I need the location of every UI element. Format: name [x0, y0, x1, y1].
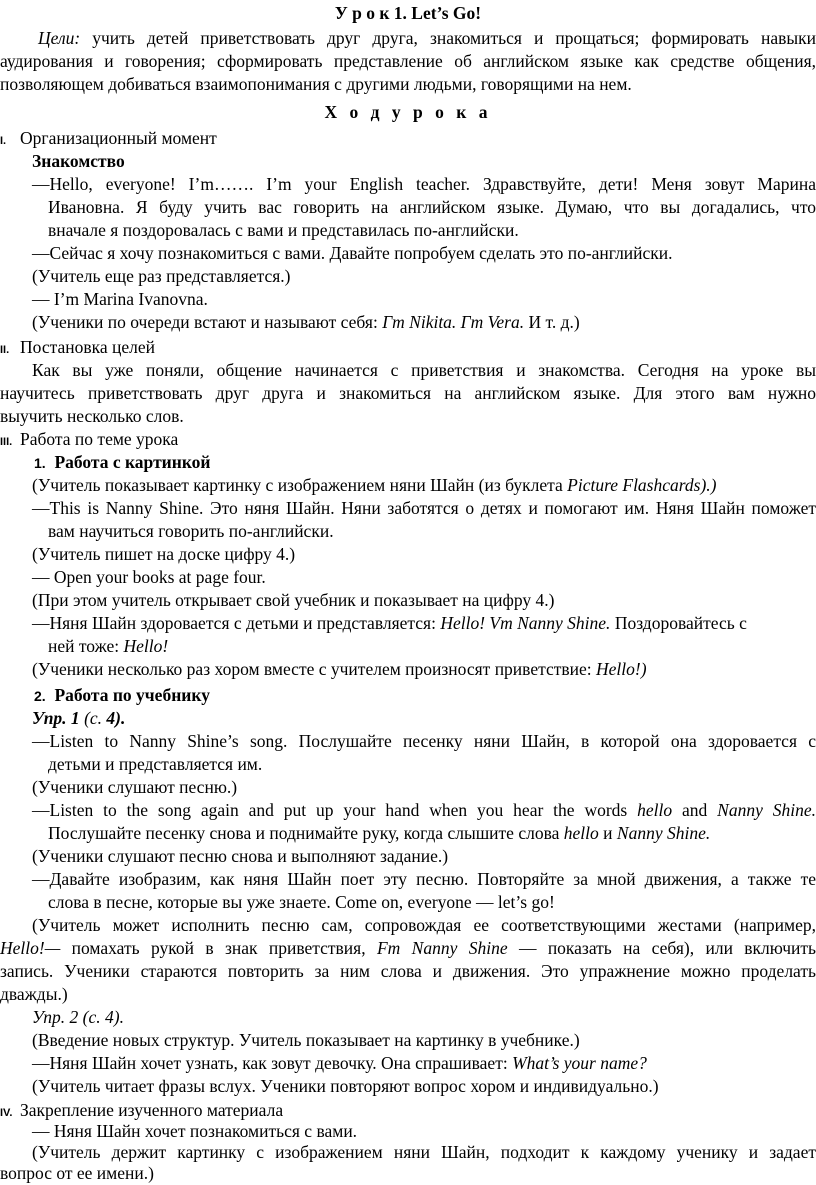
lesson-heading: Х о д у р о к а [324, 102, 492, 122]
exercise-2-label: Упр. 2 (с. 4). [32, 1007, 124, 1027]
goals-line-1: Цели: учить детей приветствовать друг друга, знакомиться и прощаться; формировать навыки [38, 28, 816, 48]
s3-b6b: Hello!— помахать рукой в знак приветствия, Fm Nanny Shine — показать на себя), или включить [0, 938, 816, 958]
title-name: Let’s Go! [411, 3, 482, 23]
s3-a2b: вам научиться говорить по-английски. [48, 521, 334, 541]
goals-label: Цели: [38, 28, 81, 48]
s1-para-1c: вначале я поздоровалась с вами и представилась по-английски. [48, 220, 519, 240]
s3-b1b: детьми и представляется им. [48, 754, 263, 774]
s2-para-1c: выучить несколько слов. [0, 406, 184, 426]
section-1-subheading: Знакомство [32, 151, 125, 171]
s3-b1a: —Listen to Nanny Shine’s song. Послушайте песенку няни Шайн, в которой она здоровается с [32, 731, 816, 751]
s3-a3: (Учитель пишет на доске цифру 4.) [32, 544, 296, 564]
exercise-1-label: Упр. 1 (с. 4). [32, 708, 126, 728]
s3-c3: (Учитель читает фразы вслух. Ученики повторяют вопрос хором и индивидуально.) [32, 1076, 659, 1096]
goals-line-2: аудирования и говорения; сформировать представление об английском языке как средстве общения, [0, 51, 816, 71]
lesson-title [0, 2, 816, 25]
s2-para-1b: научитесь приветствовать друг друга и знакомиться на английском языке. Для этого вам нужно [0, 383, 816, 403]
s3-b2: (Ученики слушают песню.) [32, 777, 238, 797]
s3-b3-cont: Послушайте песенку снова и поднимайте руку, когда слышите слова hello и Nanny Shine. [48, 823, 711, 843]
s2-para-1a: Как вы уже поняли, общение начинается с приветствия и знакомства. Сегодня на уроке вы [32, 360, 816, 380]
s3-a1: (Учитель показывает картинку с изображением няни Шайн (из буклета Picture Flashcards).) [32, 475, 717, 495]
goals-line-3: позволяющем добиваться взаимопонимания с другими людьми, говорящими на нем. [0, 74, 632, 94]
section-4-heading: IV. Закрепление изученного материала [0, 1100, 284, 1120]
s3-b6d: дважды.) [0, 984, 68, 1004]
section-1-heading: I. Организационный момент [0, 128, 217, 148]
s3-b3: —Listen to the song again and put up your hand when you hear the words hello and Nanny Shine. [32, 800, 816, 820]
s3-a5: (При этом учитель открывает свой учебник и показывает на цифру 4.) [32, 590, 555, 610]
s4-d2b: вопрос от ее имени.) [0, 1163, 154, 1183]
s4-d2a: (Учитель держит картинку с изображением няни Шайн, подходит к каждому ученику и задает [32, 1142, 816, 1162]
subsection-1-heading: 1. Работа с картинкой [34, 452, 211, 472]
s1-para-2: —Сейчас я хочу познакомиться с вами. Давайте попробуем сделать это по-английски. [32, 243, 673, 263]
s3-a6: —Няня Шайн здоровается с детьми и представляется: Hello! Vm Nanny Shine. Поздоровайтесь с [32, 613, 747, 633]
s3-c1: (Введение новых структур. Учитель показывает на картинку в учебнике.) [32, 1030, 580, 1050]
s3-b6c: запись. Ученики стараются повторить за ним слова и движения. Это упражнение можно проделать [0, 961, 816, 981]
s3-b6a: (Учитель может исполнить песню сам, сопровождая ее соответствующими жестами (например, [32, 915, 816, 935]
s3-b5b: слова в песне, которые вы уже знаете. Come on, everyone — let’s go! [48, 892, 555, 912]
s1-para-1b: Ивановна. Я буду учить вас говорить на английском языке. Думаю, что вы догадались, что [48, 197, 816, 217]
subsection-2-heading: 2. Работа по учебнику [34, 685, 210, 705]
s1-para-1a: —Hello, everyone! I’m……. I’m your English teacher. Здравствуйте, дети! Меня зовут Марина [32, 174, 816, 194]
s1-para-5: (Ученики по очереди встают и называют себя: Гт Nikita. Гт Vera. И т. д.) [32, 312, 580, 332]
s4-d1: — Няня Шайн хочет познакомиться с вами. [32, 1121, 358, 1141]
s3-c2: —Няня Шайн хочет узнать, как зовут девочку. Она спрашивает: What’s your name? [32, 1053, 647, 1073]
s3-b4: (Ученики слушают песню снова и выполняют задание.) [32, 846, 449, 866]
s3-a7: (Ученики несколько раз хором вместе с учителем произносят приветствие: Hello!) [32, 659, 647, 679]
section-2-heading: II. Постановка целей [0, 337, 155, 357]
title-prefix: У р о к 1. [334, 3, 412, 23]
s3-a2a: —This is Nanny Shine. Это няня Шайн. Няни заботятся о детях и помогают им. Няня Шайн поможет [32, 498, 816, 518]
s1-para-4: — I’m Marina Ivanovna. [32, 289, 208, 309]
s3-b5a: —Давайте изобразим, как няня Шайн поет эту песню. Повторяйте за мной движения, а также те [32, 869, 816, 889]
s3-a6-cont: ней тоже: Hello! [48, 636, 169, 656]
s3-a4: — Open your books at page four. [32, 567, 266, 587]
s1-para-3: (Учитель еще раз представляется.) [32, 266, 291, 286]
section-3-heading: III. Работа по теме урока [0, 429, 179, 449]
